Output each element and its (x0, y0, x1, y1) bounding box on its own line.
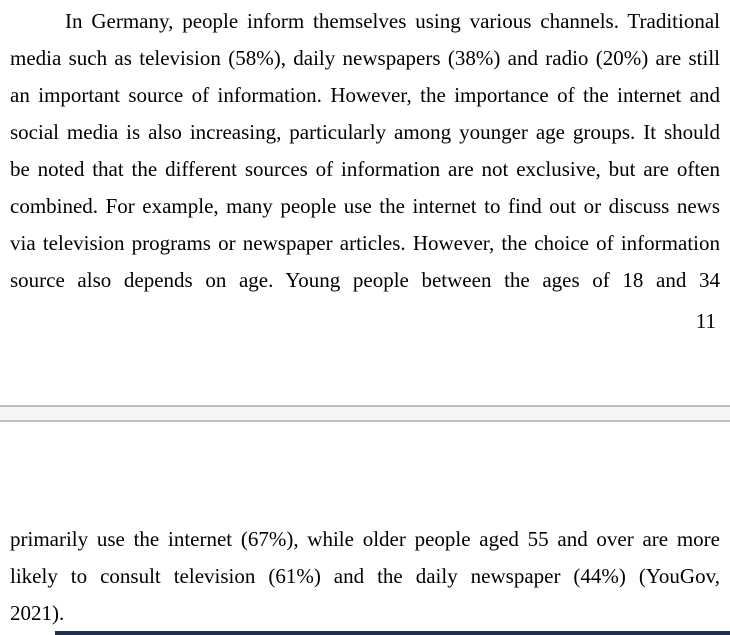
text-line[interactable]: In Germany, people inform themselves using various channels. Traditional (65, 9, 720, 33)
text-line[interactable]: likely to consult television (61%) and the daily newspaper (44%) (YouGov, (10, 564, 720, 588)
text-line[interactable]: source also depends on age. Young people between the ages of 18 and 34 (10, 268, 720, 292)
body-paragraph-page-12[interactable] (10, 521, 720, 632)
text-line[interactable]: primarily use the internet (67%), while older people aged 55 and over are more (10, 527, 720, 551)
page-break-divider (0, 405, 730, 422)
text-line[interactable]: social media is also increasing, particularly among younger age groups. It should (10, 120, 720, 144)
bottom-rule (55, 631, 730, 635)
text-line[interactable]: via television programs or newspaper articles. However, the choice of information (10, 231, 720, 255)
page-number: 11 (695, 309, 716, 333)
text-line[interactable]: an important source of information. However, the importance of the internet and (10, 83, 720, 107)
text-line[interactable]: be noted that the different sources of information are not exclusive, but are often (10, 157, 720, 181)
text-line[interactable]: media such as television (58%), daily newspapers (38%) and radio (20%) are still (10, 46, 720, 70)
body-paragraph-page-11[interactable] (10, 3, 720, 299)
text-line[interactable]: 2021). (10, 601, 65, 625)
text-line[interactable]: combined. For example, many people use the internet to find out or discuss news (10, 194, 720, 218)
